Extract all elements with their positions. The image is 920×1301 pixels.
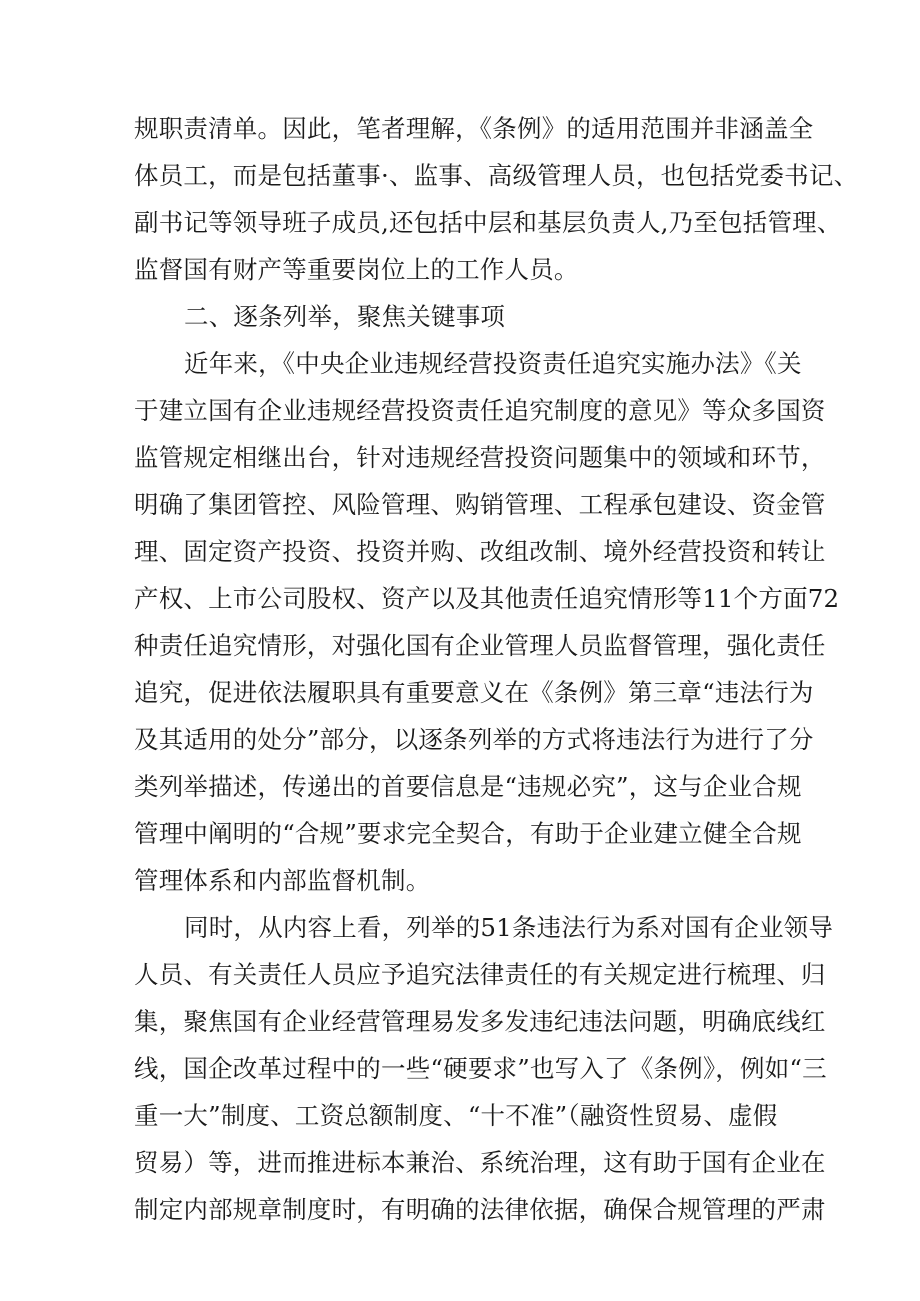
text-line: 监督国有财产等重要岗位上的工作人员。	[134, 255, 579, 284]
text-line: 制定内部规章制度时，有明确的法律依据，确保合规管理的严肃	[134, 1195, 826, 1224]
document-body	[134, 105, 859, 1233]
text-line: 人员、有关责任人员应予追究法律责任的有关规定进行梳理、归	[134, 960, 826, 989]
text-line: 及其适用的处分”部分，以逐条列举的方式将违法行为进行了分	[134, 725, 814, 754]
text-line: 类列举描述，传递出的首要信息是“违规必究”，这与企业合规	[134, 772, 802, 801]
text-line: 监管规定相继出台，针对违规经营投资问题集中的领域和环节，	[134, 443, 826, 472]
text-line: 线，国企改革过程中的一些“硬要求”也写入了《条例》，例如“三	[134, 1054, 827, 1083]
text-line: 同时，从内容上看，列举的51条违法行为系对国有企业领导	[184, 913, 834, 942]
text-line: 贸易）等，进而推进标本兼治、系统治理，这有助于国有企业在	[134, 1148, 826, 1177]
text-line: 理、固定资产投资、投资并购、改组改制、境外经营投资和转让	[134, 537, 826, 566]
text-line: 近年来，《中央企业违规经营投资责任追究实施办法》《关	[184, 349, 802, 378]
text-line: 管理体系和内部监督机制。	[134, 866, 431, 895]
text-line: 重一大”制度、工资总额制度、“十不准”（融资性贸易、虚假	[134, 1101, 778, 1130]
text-line: 管理中阐明的“合规”要求完全契合，有助于企业建立健全合规	[134, 819, 802, 848]
text-line: 副书记等领导班子成员,还包括中层和基层负责人,乃至包括管理、	[134, 208, 842, 237]
text-line: 产权、上市公司股权、资产以及其他责任追究情形等11个方面72	[134, 584, 840, 613]
text-line: 规职责清单。因此，笔者理解，《条例》的适用范围并非涵盖全	[134, 114, 814, 143]
text-line: 集，聚焦国有企业经营管理易发多发违纪违法问题，明确底线红	[134, 1007, 826, 1036]
text-line: 种责任追究情形，对强化国有企业管理人员监督管理，强化责任	[134, 631, 826, 660]
text-line: 于建立国有企业违规经营投资责任追究制度的意见》等众多国资	[134, 396, 826, 425]
section-heading: 二、逐条列举，聚焦关键事项	[184, 302, 506, 331]
text-line: 体员工，而是包括董事·、监事、高级管理人员，也包括党委书记、	[134, 161, 859, 190]
text-line: 追究，促进依法履职具有重要意义在《条例》第三章“违法行为	[134, 678, 814, 707]
text-line: 明确了集团管控、风险管理、购销管理、工程承包建设、资金管	[134, 490, 826, 519]
